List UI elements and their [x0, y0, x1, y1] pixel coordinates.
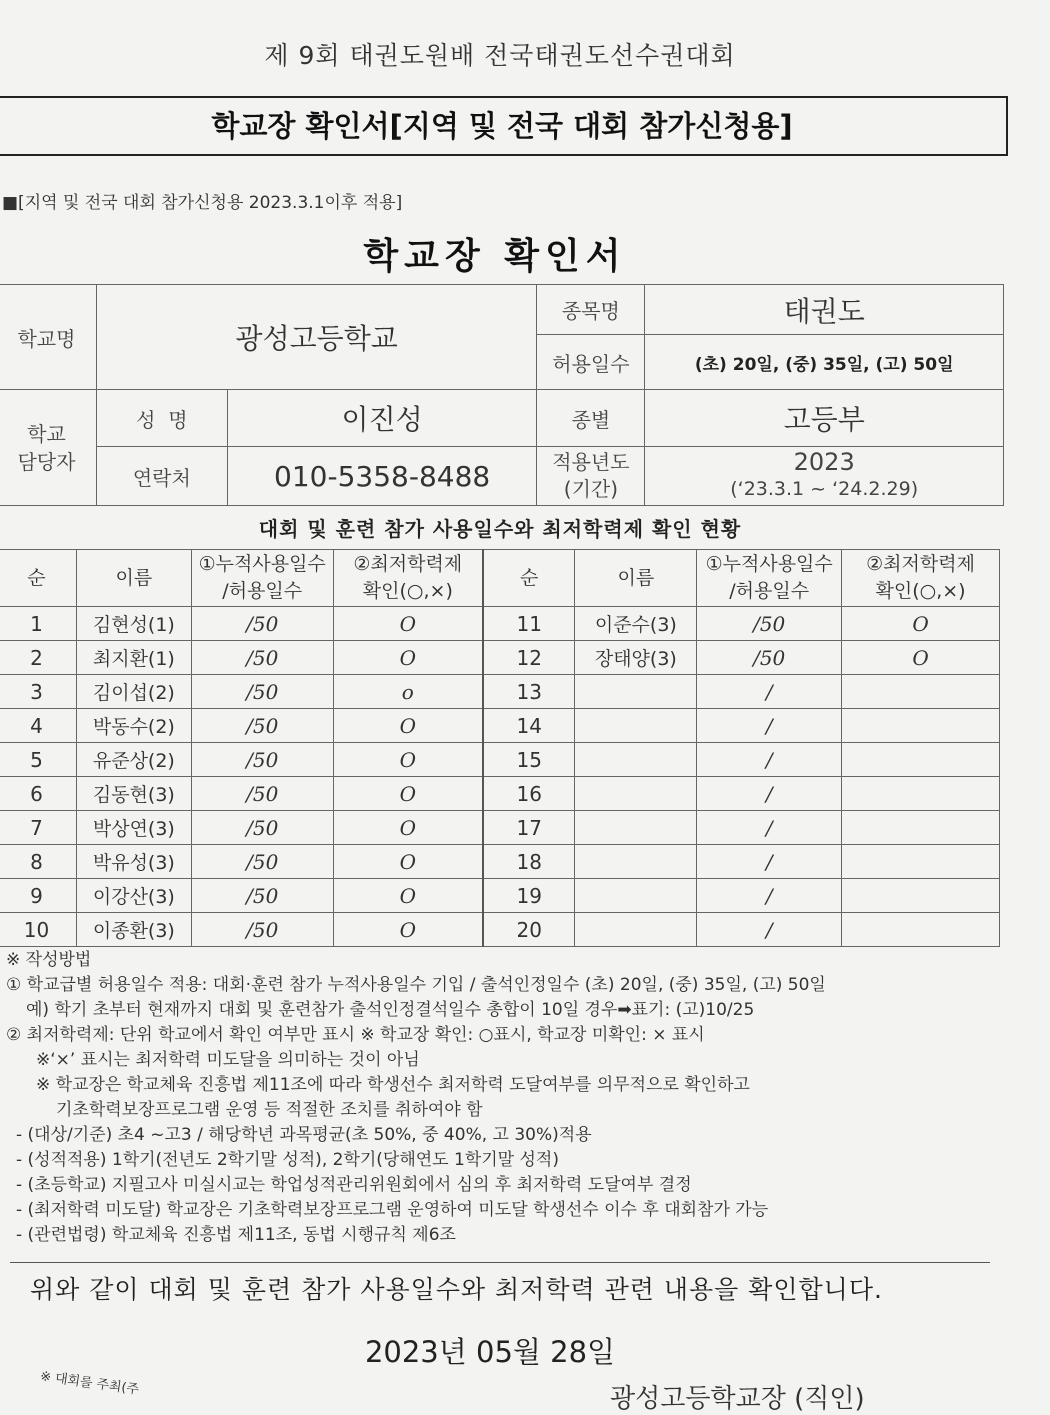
- row-check: [842, 913, 1000, 947]
- col-check-right-line2: 확인(○,×): [875, 580, 966, 602]
- col-days-line2: /허용일수: [222, 580, 303, 602]
- row-name: 박유성(3): [76, 845, 191, 879]
- row-name: 이강산(3): [76, 879, 191, 913]
- note-1: ① 학교급별 허용일수 적용: 대회·훈련 참가 누적사용일수 기입 / 출석인정일수 (초) 20일, (중) 35일, (고) 50일: [6, 975, 826, 995]
- row-no: 18: [483, 845, 575, 879]
- note-2-c: 기초학력보장프로그램 운영 등 적절한 조치를 취하여야 함: [56, 1100, 483, 1120]
- row-days: /: [697, 845, 842, 879]
- row-days: /50: [191, 607, 333, 641]
- col-check-right: [842, 550, 1000, 607]
- applied-year-label: [537, 447, 645, 506]
- allowed-days-value: (초) 20일, (중) 35일, (고) 50일: [645, 335, 1004, 390]
- row-name: [575, 879, 697, 913]
- col-check-right-line1: ②최저학력제: [866, 553, 975, 575]
- row-name: [575, 913, 697, 947]
- row-days: /: [697, 743, 842, 777]
- col-check-line2: 확인(○,×): [362, 580, 453, 602]
- table-row: [0, 913, 1000, 947]
- row-name: [575, 675, 697, 709]
- row-no: 4: [0, 709, 76, 743]
- row-check: O: [333, 845, 483, 879]
- applied-period-text: (‘23.3.1 ~ ‘24.2.29): [730, 478, 919, 500]
- row-no: 3: [0, 675, 76, 709]
- row-name: 박동수(2): [76, 709, 191, 743]
- row-no: 8: [0, 845, 76, 879]
- row-no: 11: [483, 607, 575, 641]
- row-check: [842, 777, 1000, 811]
- row-name: 김동현(3): [76, 777, 191, 811]
- row-no: 20: [483, 913, 575, 947]
- row-no: 17: [483, 811, 575, 845]
- row-check: O: [333, 641, 483, 675]
- contact-name-label: 성 명: [96, 390, 227, 447]
- category-label: 종별: [537, 390, 645, 447]
- table-row: [0, 811, 1000, 845]
- row-check: [842, 743, 1000, 777]
- row-name: [575, 811, 697, 845]
- row-days: /50: [191, 675, 333, 709]
- row-no: 10: [0, 913, 76, 947]
- row-name: [575, 709, 697, 743]
- row-days: /: [697, 675, 842, 709]
- roster-table: [0, 549, 1000, 947]
- col-days-right-line2: /허용일수: [729, 580, 810, 602]
- row-check: O: [842, 641, 1000, 675]
- applied-year-label-text: 적용년도: [552, 450, 630, 474]
- row-name: [575, 777, 697, 811]
- row-name: [575, 743, 697, 777]
- row-name: 이종환(3): [76, 913, 191, 947]
- row-days: /50: [191, 709, 333, 743]
- contact-phone-value: 010-5358-8488: [227, 447, 537, 506]
- row-check: O: [842, 607, 1000, 641]
- row-name: [575, 845, 697, 879]
- detail-2: - (성적적용) 1학기(전년도 2학기말 성적), 2학기(당해연도 1학기말 성적): [16, 1150, 559, 1170]
- row-no: 7: [0, 811, 76, 845]
- detail-3: - (초등학교) 지필고사 미실시교는 학업성적관리위원회에서 심의 후 최저학력 도달여부 결정: [16, 1175, 692, 1195]
- table-row: [0, 709, 1000, 743]
- row-days: /50: [191, 845, 333, 879]
- row-no: 6: [0, 777, 76, 811]
- event-title: 제 9회 태권도원배 전국태권도선수권대회: [264, 41, 736, 70]
- principal-signature: 광성고등학교장 (직인): [610, 1384, 865, 1414]
- category-value: 고등부: [645, 390, 1004, 447]
- row-check: [842, 845, 1000, 879]
- row-days: /50: [191, 743, 333, 777]
- allowed-days-label: 허용일수: [537, 335, 645, 390]
- school-name-label: 학교명: [0, 285, 96, 390]
- row-check: [842, 811, 1000, 845]
- applied-period-label-text: (기간): [563, 477, 619, 501]
- school-info-table: [0, 284, 1004, 506]
- table-row: [0, 641, 1000, 675]
- table-row: [0, 607, 1000, 641]
- table-row: [0, 675, 1000, 709]
- row-days: /: [697, 811, 842, 845]
- applied-year-text: 2023: [793, 448, 855, 476]
- row-no: 15: [483, 743, 575, 777]
- col-name: 이름: [76, 550, 191, 607]
- col-name-right: 이름: [575, 550, 697, 607]
- row-no: 9: [0, 879, 76, 913]
- row-check: [842, 675, 1000, 709]
- row-days: /50: [191, 777, 333, 811]
- table-row: [0, 777, 1000, 811]
- row-no: 16: [483, 777, 575, 811]
- col-days-right-line1: ①누적사용일수: [705, 553, 833, 575]
- row-days: /: [697, 913, 842, 947]
- col-check: [333, 550, 483, 607]
- row-check: O: [333, 777, 483, 811]
- detail-4: - (최저학력 미도달) 학교장은 기초학력보장프로그램 운영하여 미도달 학생선수 이수 후 대회참가 가능: [16, 1200, 769, 1220]
- row-no: 13: [483, 675, 575, 709]
- row-no: 1: [0, 607, 76, 641]
- row-check: [842, 709, 1000, 743]
- row-check: [842, 879, 1000, 913]
- col-days-right: [697, 550, 842, 607]
- school-name-value: 광성고등학교: [96, 285, 537, 390]
- row-check: O: [333, 607, 483, 641]
- row-days: /50: [191, 811, 333, 845]
- row-name: 유준상(2): [76, 743, 191, 777]
- row-days: /50: [191, 913, 333, 947]
- row-check: O: [333, 709, 483, 743]
- row-no: 14: [483, 709, 575, 743]
- row-check: O: [333, 811, 483, 845]
- banner-title: 학교장 확인서[지역 및 전국 대회 참가신청용]: [0, 96, 1008, 156]
- note-2-b: ※ 학교장은 학교체육 진흥법 제11조에 따라 학생선수 최저학력 도달여부를 의무적으로 확인하고: [36, 1075, 750, 1095]
- row-name: 김현성(1): [76, 607, 191, 641]
- note-2-a: ※‘×’ 표시는 최저학력 미도달을 의미하는 것이 아님: [36, 1050, 420, 1070]
- note-2: ② 최저학력제: 단위 학교에서 확인 여부만 표시 ※ 학교장 확인: ○표시, 학교장 미확인: × 표시: [6, 1025, 705, 1045]
- row-days: /50: [191, 879, 333, 913]
- table-row: [0, 743, 1000, 777]
- row-no: 2: [0, 641, 76, 675]
- table-row: [0, 845, 1000, 879]
- scope-note: ■[지역 및 전국 대회 참가신청용 2023.3.1이후 적용]: [2, 193, 403, 213]
- row-name: 박상연(3): [76, 811, 191, 845]
- divider-line: [10, 1262, 990, 1263]
- contact-name-value: 이진성: [227, 390, 537, 447]
- row-name: 최지환(1): [76, 641, 191, 675]
- col-days: [191, 550, 333, 607]
- row-days: /: [697, 777, 842, 811]
- applied-year-value: [645, 447, 1004, 506]
- col-no: 순: [0, 550, 76, 607]
- row-check: O: [333, 879, 483, 913]
- detail-5: - (관련법령) 학교체육 진흥법 제11조, 동법 시행규칙 제6조: [16, 1225, 456, 1245]
- contact-phone-label: 연락처: [96, 447, 227, 506]
- footer-note: ※ 대회를 주최(주: [39, 1369, 140, 1398]
- col-days-line1: ①누적사용일수: [198, 553, 326, 575]
- row-days: /50: [697, 607, 842, 641]
- row-name: 이준수(3): [575, 607, 697, 641]
- row-no: 12: [483, 641, 575, 675]
- row-check: O: [333, 913, 483, 947]
- row-days: /: [697, 709, 842, 743]
- row-no: 19: [483, 879, 575, 913]
- row-name: 김이섭(2): [76, 675, 191, 709]
- row-name: 장태양(3): [575, 641, 697, 675]
- roster-heading: 대회 및 훈련 참가 사용일수와 최저학력제 확인 현황: [258, 517, 742, 541]
- note-1-example: 예) 학기 초부터 현재까지 대회 및 훈련참가 출석인정결석일수 총합이 10일 경우➡표기: (고)10/25: [26, 1000, 755, 1020]
- row-days: /50: [697, 641, 842, 675]
- school-contact-label: 학교 담당자: [0, 390, 96, 506]
- table-row: [0, 879, 1000, 913]
- confirmation-date: 2023년 05월 28일: [364, 1335, 616, 1369]
- row-days: /: [697, 879, 842, 913]
- col-check-line1: ②최저학력제: [353, 553, 463, 575]
- writing-instructions: [6, 948, 1006, 1248]
- row-check: O: [333, 743, 483, 777]
- col-no-right: 순: [483, 550, 575, 607]
- sport-value: 태권도: [645, 285, 1004, 335]
- row-no: 5: [0, 743, 76, 777]
- row-check: o: [333, 675, 483, 709]
- notes-heading: ※ 작성방법: [6, 950, 92, 970]
- confirmation-statement: 위와 같이 대회 및 훈련 참가 사용일수와 최저학력 관련 내용을 확인합니다.: [30, 1275, 883, 1304]
- document-title: 학교장 확인서: [363, 236, 627, 277]
- row-days: /50: [191, 641, 333, 675]
- sport-label: 종목명: [537, 285, 645, 335]
- detail-1: - (대상/기준) 초4 ~고3 / 해당학년 과목평균(초 50%, 중 40%, 고 30%)적용: [16, 1125, 592, 1145]
